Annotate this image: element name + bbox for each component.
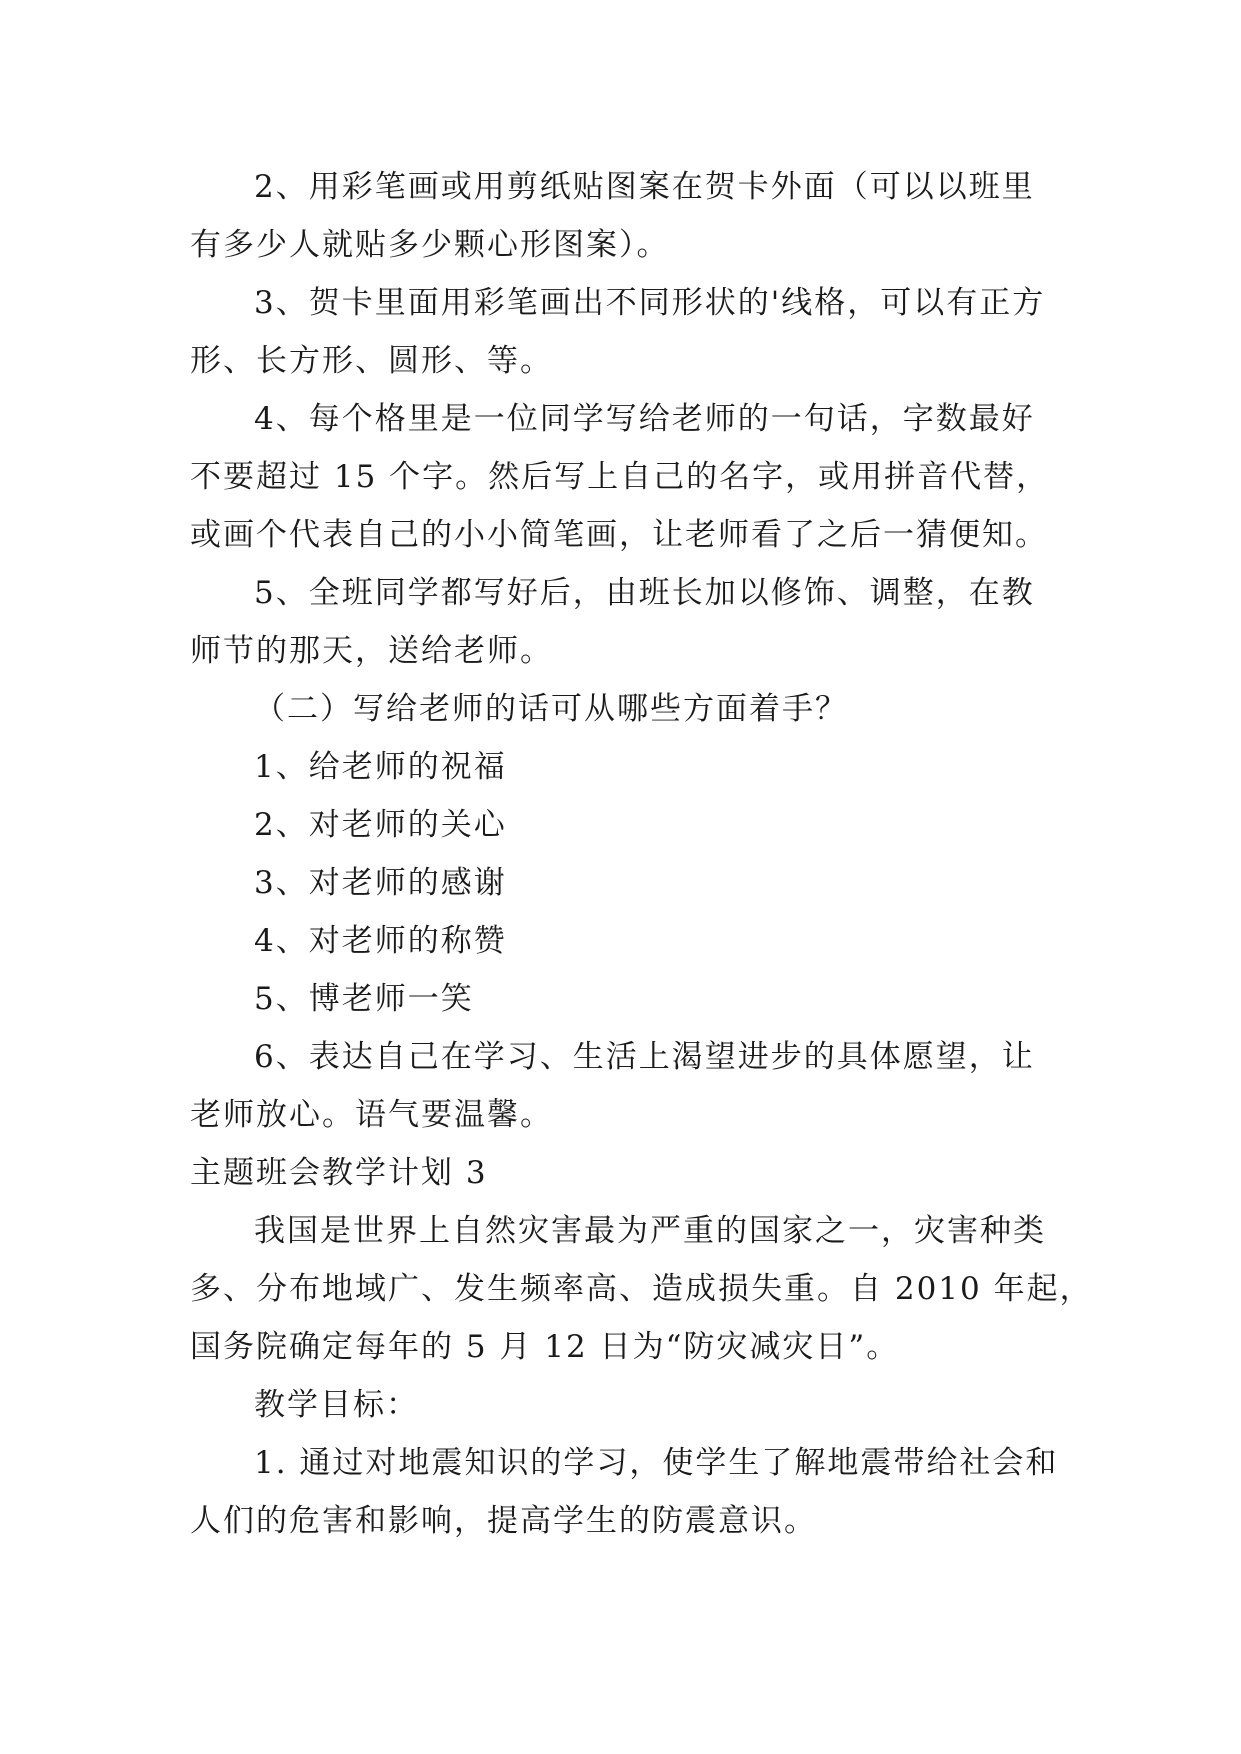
- list-item: 5、博老师一笑: [254, 981, 474, 1017]
- paragraph-line: 1. 通过对地震知识的学习，使学生了解地震带给社会和: [254, 1445, 1059, 1481]
- paragraph-line: 5、全班同学都写好后，由班长加以修饰、调整，在教: [254, 575, 1035, 611]
- list-item: 1、给老师的祝福: [254, 749, 507, 785]
- paragraph-line: 4、每个格里是一位同学写给老师的一句话，字数最好: [254, 401, 1035, 437]
- paragraph-line: 人们的危害和影响，提高学生的防震意识。: [190, 1503, 817, 1539]
- paragraph-line: 或画个代表自己的小小简笔画，让老师看了之后一猜便知。: [190, 517, 1048, 553]
- paragraph-line: 不要超过 15 个字。然后写上自己的名字，或用拼音代替，: [190, 459, 1050, 495]
- paragraph-line: 师节的那天，送给老师。: [190, 633, 553, 669]
- paragraph-line: 老师放心。语气要温馨。: [190, 1097, 553, 1133]
- paragraph-line: 2、用彩笔画或用剪纸贴图案在贺卡外面（可以以班里: [254, 169, 1035, 205]
- paragraph-line: 形、长方形、圆形、等。: [190, 343, 553, 379]
- paragraph-line: 国务院确定每年的 5 月 12 日为“防灾减灾日”。: [190, 1329, 900, 1365]
- document-body: [190, 158, 1093, 1550]
- section-subheading: （二）写给老师的话可从哪些方面着手？: [254, 691, 848, 727]
- paragraph-line: 我国是世界上自然灾害最为严重的国家之一，灾害种类: [254, 1213, 1046, 1249]
- section-heading: 主题班会教学计划 3: [190, 1155, 488, 1191]
- paragraph-line: 3、贺卡里面用彩笔画出不同形状的'线格，可以有正方: [254, 285, 1046, 321]
- list-item: 4、对老师的称赞: [254, 923, 507, 959]
- paragraph-line: 有多少人就贴多少颗心形图案）。: [190, 227, 670, 263]
- subheading-label: 教学目标：: [254, 1387, 419, 1423]
- list-item: 2、对老师的关心: [254, 807, 507, 843]
- list-item: 3、对老师的感谢: [254, 865, 507, 901]
- paragraph-line: 6、表达自己在学习、生活上渴望进步的具体愿望，让: [254, 1039, 1035, 1075]
- paragraph-line: 多、分布地域广、发生频率高、造成损失重。自 2010 年起，: [190, 1271, 1093, 1307]
